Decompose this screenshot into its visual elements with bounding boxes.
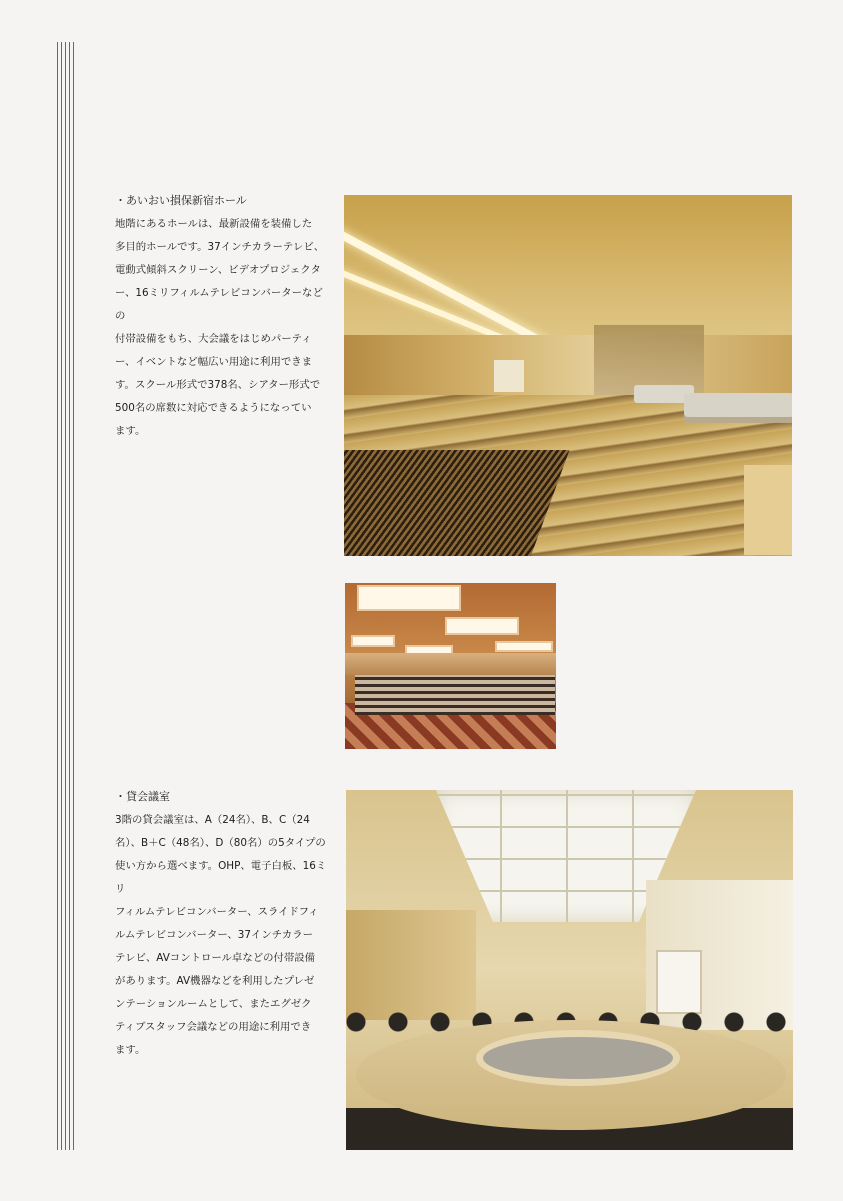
conference-hall-photo [345,583,556,749]
decorative-vertical-rules [57,42,77,1150]
hall-section [115,193,333,443]
meeting-room-heading: ・貸会議室 [115,790,170,803]
hall-description: 地階にあるホールは、最新設備を装備した 多目的ホールです。37インチカラーテレビ、 電動式傾斜スクリーン、ビデオプロジェクタ ー、16ミリフィルムテレビコンバーターなどの 付帯設備をもち、大会議をはじめパーティ ー、イベントなど幅広い用途に利用できま す。スクール形式で378名、シアター形式で 500名の席数に対応できるようになってい ます。 [115,218,325,437]
meeting-room-photo [346,790,793,1150]
meeting-room-description: 3階の貸会議室は、A（24名）、B、C（24 名）、B＋C（48名）、D（80名）の5タイプの 使い方から選べます。OHP、電子白板、16ミリ フィルムテレビコンバーター、スライドフィ ルムテレビコンバーター、37インチカラー テレビ、AVコントロール卓などの付帯設備 があります。AV機器などを利用したプレゼ ンテーションルームとして、またエグゼク ティブスタッフ会議などの用途に利用でき ます。 [115,814,327,1056]
hall-photo [344,195,792,556]
hall-heading: ・あいおい損保新宿ホール [115,194,247,207]
meeting-room-section [115,789,333,1062]
